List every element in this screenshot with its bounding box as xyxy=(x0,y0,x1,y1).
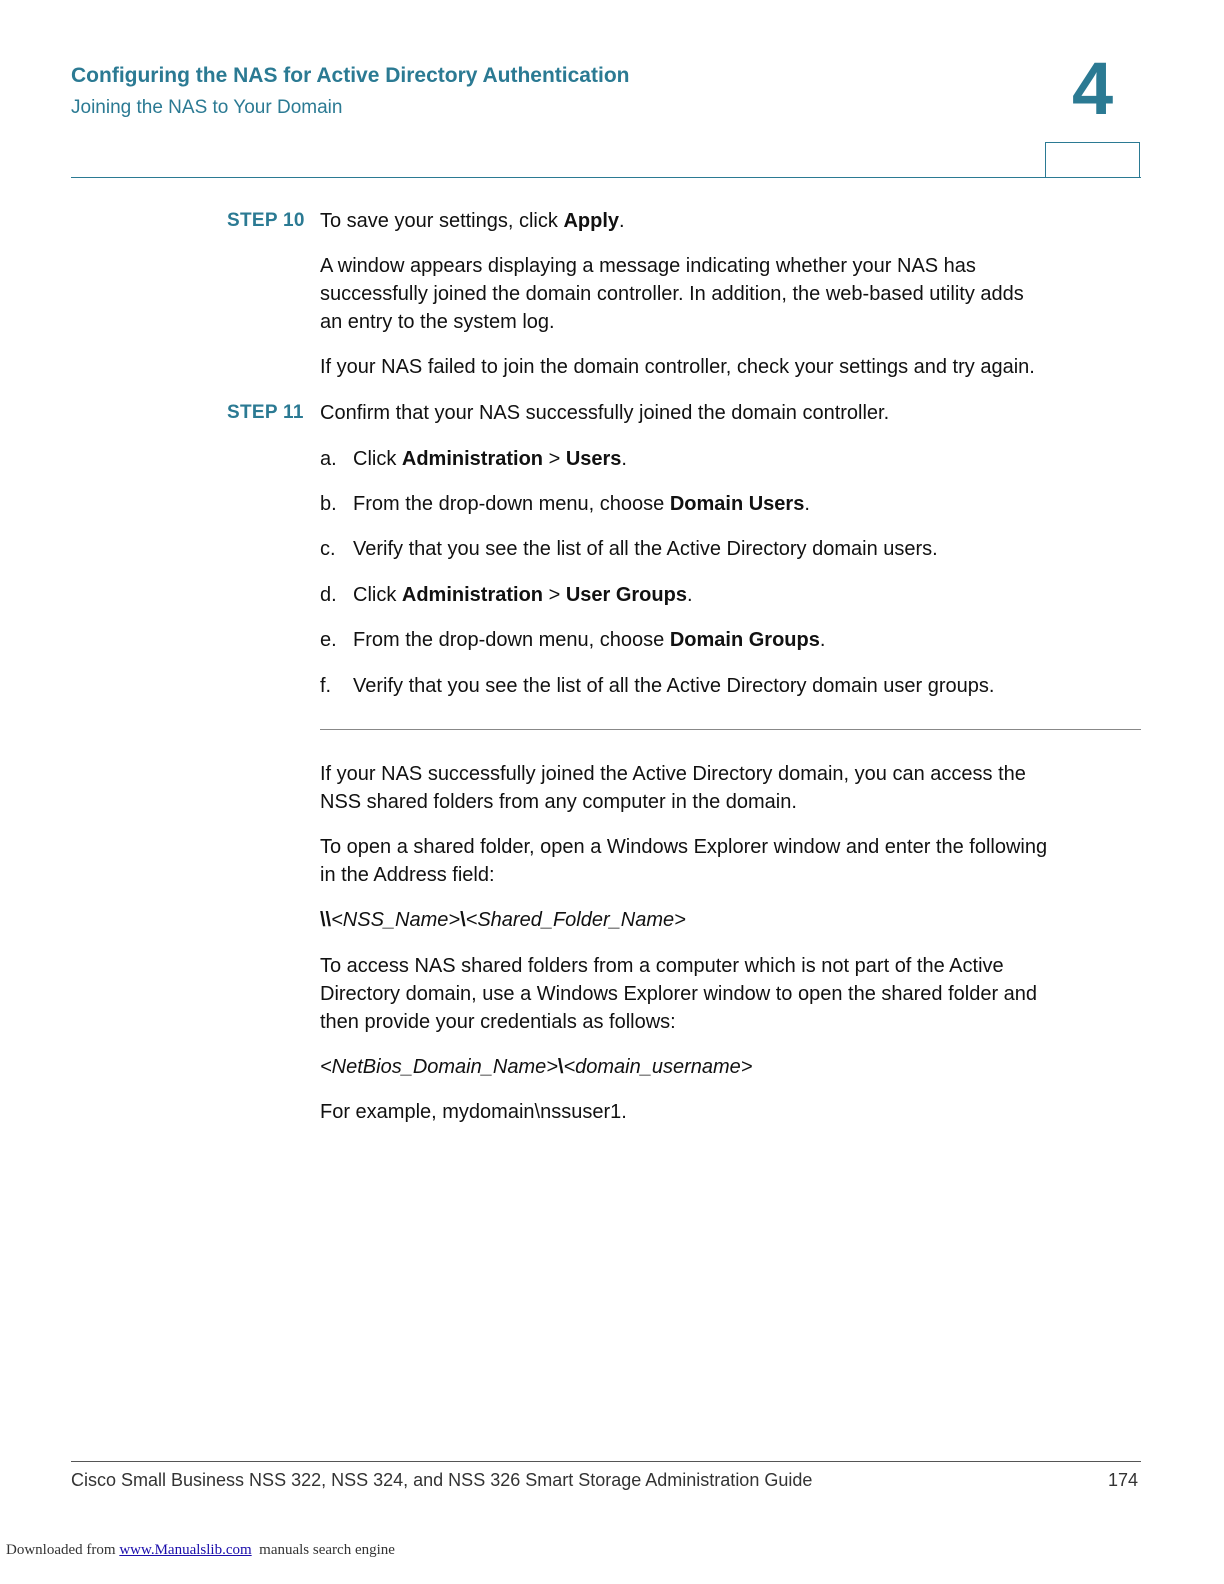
credential-format: <NetBios_Domain_Name>\<domain_username> xyxy=(320,1056,753,1078)
note3-line3: then provide your credentials as follows: xyxy=(320,1011,676,1033)
note3-line1: To access NAS shared folders from a computer which is not part of the Active xyxy=(320,955,1004,977)
substep-c: Verify that you see the list of all the Active Directory domain users. xyxy=(353,538,938,560)
substep-d: Click Administration > User Groups. xyxy=(353,584,693,606)
chapter-number: 4 xyxy=(1072,47,1114,130)
footer-guide-title: Cisco Small Business NSS 322, NSS 324, and NSS 326 Smart Storage Administration Guide xyxy=(71,1470,813,1490)
note2-line1: To open a shared folder, open a Windows Explorer window and enter the following xyxy=(320,836,1048,858)
download-notice: Downloaded from www.Manualslib.com manuals search engine xyxy=(6,1542,395,1558)
step-10-instruction: To save your settings, click Apply. xyxy=(320,210,625,232)
manualslib-link[interactable]: www.Manualslib.com xyxy=(119,1542,252,1558)
note3-line2: Directory domain, use a Windows Explorer window to open the shared folder and xyxy=(320,983,1038,1005)
page-number: 174 xyxy=(1108,1470,1139,1490)
chapter-tab-box xyxy=(1045,142,1140,177)
share-path-format: \\<NSS_Name>\<Shared_Folder_Name> xyxy=(320,909,686,931)
step-11-instruction: Confirm that your NAS successfully joined the domain controller. xyxy=(320,402,890,424)
substep-letter: b. xyxy=(320,493,337,515)
step-10-para1-line1: A window appears displaying a message indicating whether your NAS has xyxy=(320,255,976,277)
section-divider xyxy=(320,729,1141,730)
note1-line2: NSS shared folders from any computer in the domain. xyxy=(320,791,797,813)
substep-letter: f. xyxy=(320,675,332,697)
footer-rule xyxy=(71,1461,1141,1462)
chapter-title: Configuring the NAS for Active Directory Authentication xyxy=(71,64,630,87)
substep-e: From the drop-down menu, choose Domain Groups. xyxy=(353,629,826,651)
note1-line1: If your NAS successfully joined the Active Directory domain, you can access the xyxy=(320,763,1026,785)
substep-b: From the drop-down menu, choose Domain Users. xyxy=(353,493,810,515)
note2-line2: in the Address field: xyxy=(320,864,495,886)
credential-example: For example, mydomain\nssuser1. xyxy=(320,1101,627,1123)
header-rule xyxy=(71,177,1141,178)
step-10-para1-line3: an entry to the system log. xyxy=(320,311,555,333)
substep-letter: a. xyxy=(320,448,337,470)
substep-a: Click Administration > Users. xyxy=(353,448,627,470)
substep-letter: d. xyxy=(320,584,337,606)
step-10-para1-line2: successfully joined the domain controller. In addition, the web-based utility adds xyxy=(320,283,1024,305)
apply-term: Apply xyxy=(563,210,619,232)
substep-letter: c. xyxy=(320,538,336,560)
step-10-para2: If your NAS failed to join the domain controller, check your settings and try again. xyxy=(320,356,1035,378)
section-title: Joining the NAS to Your Domain xyxy=(71,97,343,118)
substep-letter: e. xyxy=(320,629,337,651)
step-11-label: STEP 11 xyxy=(227,402,304,423)
substep-f: Verify that you see the list of all the Active Directory domain user groups. xyxy=(353,675,995,697)
step-10-label: STEP 10 xyxy=(227,210,305,231)
